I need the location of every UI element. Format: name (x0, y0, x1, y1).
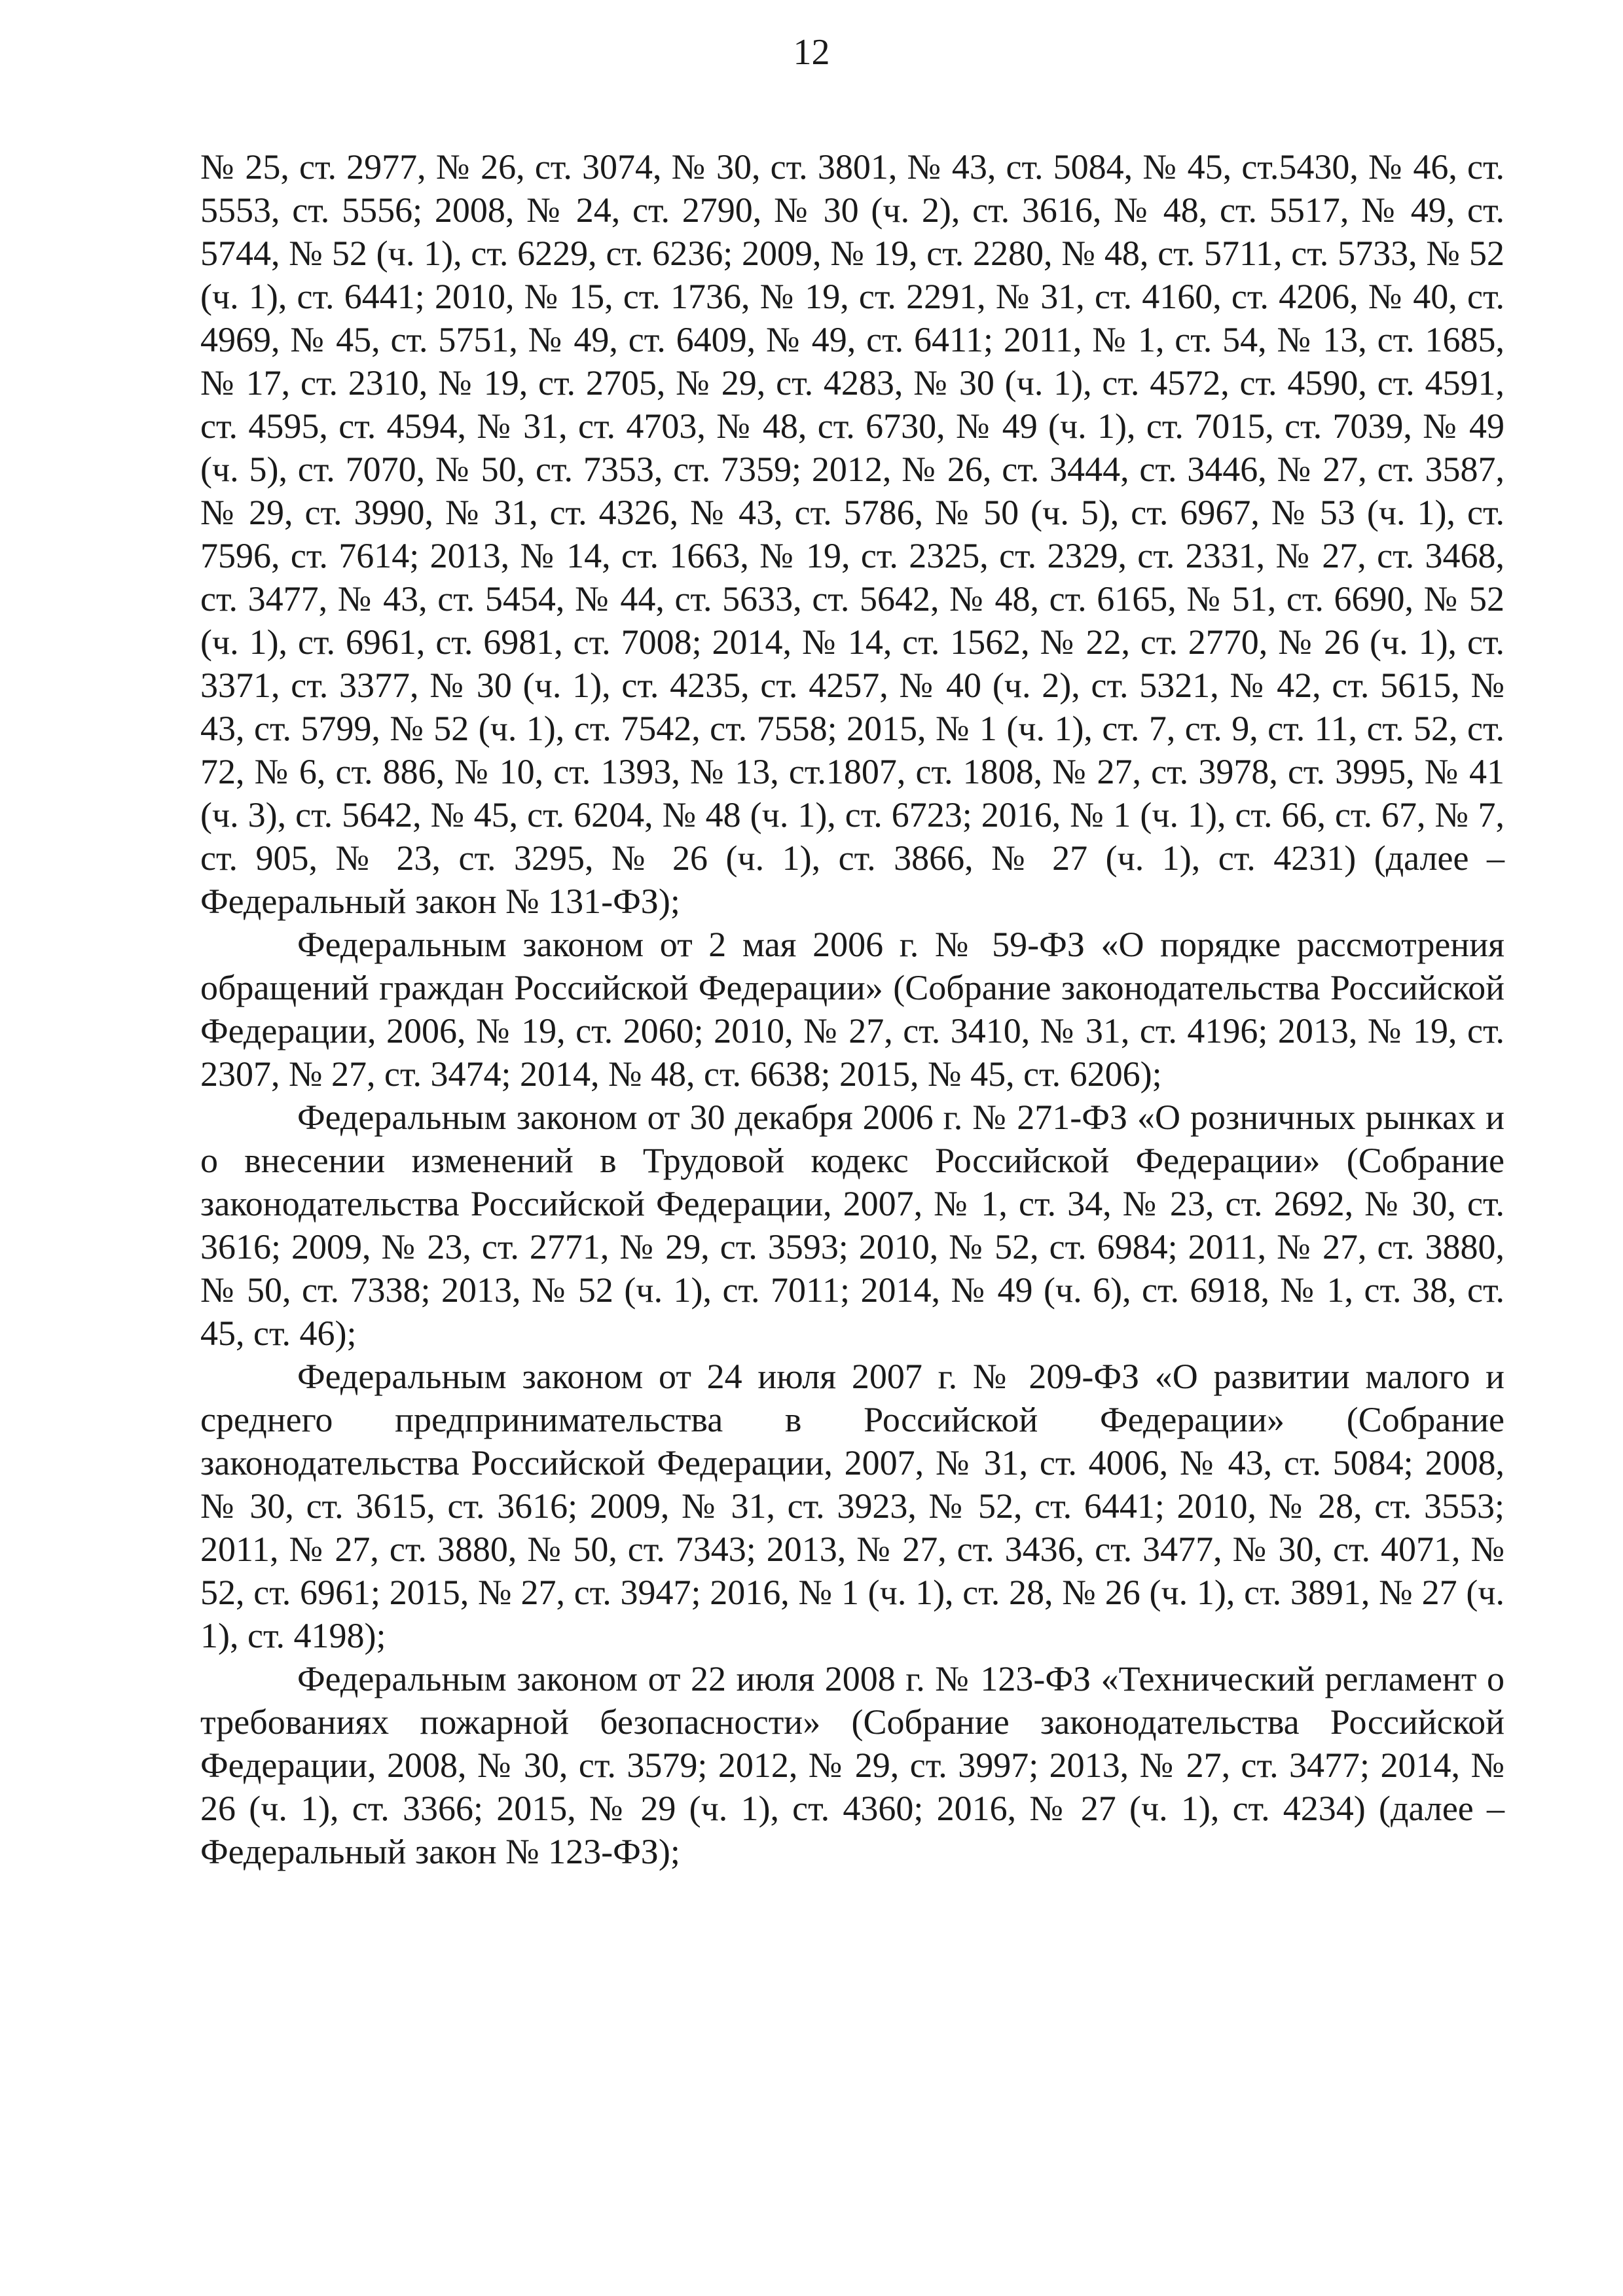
paragraph-citation-continuation: № 25, ст. 2977, № 26, ст. 3074, № 30, ст. 3801, № 43, ст. 5084, № 45, ст.5430, № 46, ст. 5553, ст. 5556; 2008, № 24, ст. 2790, № 30 (ч. 2), ст. 3616, № 48, ст. 5517, № 49, ст. 5744, № 52 (ч. 1), ст. 6229, ст. 6236; 2009, № 19, ст. 2280, № 48, ст. 5711, ст. 5733, № 52 (ч. 1), ст. 6441; 2010, № 15, ст. 1736, № 19, ст. 2291, № 31, ст. 4160, ст. 4206, № 40, ст. 4969, № 45, ст. 5751, № 49, ст. 6409, № 49, ст. 6411; 2011, № 1, ст. 54, № 13, ст. 1685, № 17, ст. 2310, № 19, ст. 2705, № 29, ст. 4283, № 30 (ч. 1), ст. 4572, ст. 4590, ст. 4591, ст. 4595, ст. 4594, № 31, ст. 4703, № 48, ст. 6730, № 49 (ч. 1), ст. 7015, ст. 7039, № 49 (ч. 5), ст. 7070, № 50, ст. 7353, ст. 7359; 2012, № 26, ст. 3444, ст. 3446, № 27, ст. 3587, № 29, ст. 3990, № 31, ст. 4326, № 43, ст. 5786, № 50 (ч. 5), ст. 6967, № 53 (ч. 1), ст. 7596, ст. 7614; 2013, № 14, ст. 1663, № 19, ст. 2325, ст. 2329, ст. 2331, № 27, ст. 3468, ст. 3477, № 43, ст. 5454, № 44, ст. 5633, ст. 5642, № 48, ст. 6165, № 51, ст. 6690, № 52 (ч. 1), ст. 6961, ст. 6981, ст. 7008; 2014, № 14, ст. 1562, № 22, ст. 2770, № 26 (ч. 1), ст. 3371, ст. 3377, № 30 (ч. 1), ст. 4235, ст. 4257, № 40 (ч. 2), ст. 5321, № 42, ст. 5615, № 43, ст. 5799, № 52 (ч. 1), ст. 7542, ст. 7558; 2015, № 1 (ч. 1), ст. 7, ст. 9, ст. 11, ст. 52, ст. 72, № 6, ст. 886, № 10, ст. 1393, № 13, ст.1807, ст. 1808, № 27, ст. 3978, ст. 3995, № 41 (ч. 3), ст. 5642, № 45, ст. 6204, № 48 (ч. 1), ст. 6723; 2016, № 1 (ч. 1), ст. 66, ст. 67, № 7, ст. 905, № 23, ст. 3295, № 26 (ч. 1), ст. 3866, № 27 (ч. 1), ст. 4231) (далее – Федеральный закон № 131-ФЗ); (200, 147, 1504, 921)
paragraph-law-123-fz: Федеральным законом от 22 июля 2008 г. № 123-ФЗ «Технический регламент о требованиях пожарной безопасности» (Собрание законодательства Российской Федерации, 2008, № 30, ст. 3579; 2012, № 29, ст. 3997; 2013, № 27, ст. 3477; 2014, № 26 (ч. 1), ст. 3366; 2015, № 29 (ч. 1), ст. 4360; 2016, № 27 (ч. 1), ст. 4234) (далее – Федеральный закон № 123-ФЗ); (200, 1659, 1504, 1871)
paragraph-law-209-fz: Федеральным законом от 24 июля 2007 г. № 209-ФЗ «О развитии малого и среднего предпринимательства в Российской Федерации» (Собрание законодательства Российской Федерации, 2007, № 31, ст. 4006, № 43, ст. 5084; 2008, № 30, ст. 3615, ст. 3616; 2009, № 31, ст. 3923, № 52, ст. 6441; 2010, № 28, ст. 3553; 2011, № 27, ст. 3880, № 50, ст. 7343; 2013, № 27, ст. 3436, ст. 3477, № 30, ст. 4071, № 52, ст. 6961; 2015, № 27, ст. 3947; 2016, № 1 (ч. 1), ст. 28, № 26 (ч. 1), ст. 3891, № 27 (ч. 1), ст. 4198); (200, 1357, 1504, 1655)
paragraph-law-59-fz: Федеральным законом от 2 мая 2006 г. № 59-ФЗ «О порядке рассмотрения обращений граждан Российской Федерации» (Собрание законодательства Российской Федерации, 2006, № 19, ст. 2060; 2010, № 27, ст. 3410, № 31, ст. 4196; 2013, № 19, ст. 2307, № 27, ст. 3474; 2014, № 48, ст. 6638; 2015, № 45, ст. 6206); (200, 925, 1504, 1094)
paragraph-law-271-fz: Федеральным законом от 30 декабря 2006 г. № 271-ФЗ «О розничных рынках и о внесении изменений в Трудовой кодекс Российской Федерации» (Собрание законодательства Российской Федерации, 2007, № 1, ст. 34, № 23, ст. 2692, № 30, ст. 3616; 2009, № 23, ст. 2771, № 29, ст. 3593; 2010, № 52, ст. 6984; 2011, № 27, ст. 3880, № 50, ст. 7338; 2013, № 52 (ч. 1), ст. 7011; 2014, № 49 (ч. 6), ст. 6918, № 1, ст. 38, ст. 45, ст. 46); (200, 1098, 1504, 1353)
body-text (200, 145, 1504, 1873)
page-number: 12 (793, 32, 830, 73)
